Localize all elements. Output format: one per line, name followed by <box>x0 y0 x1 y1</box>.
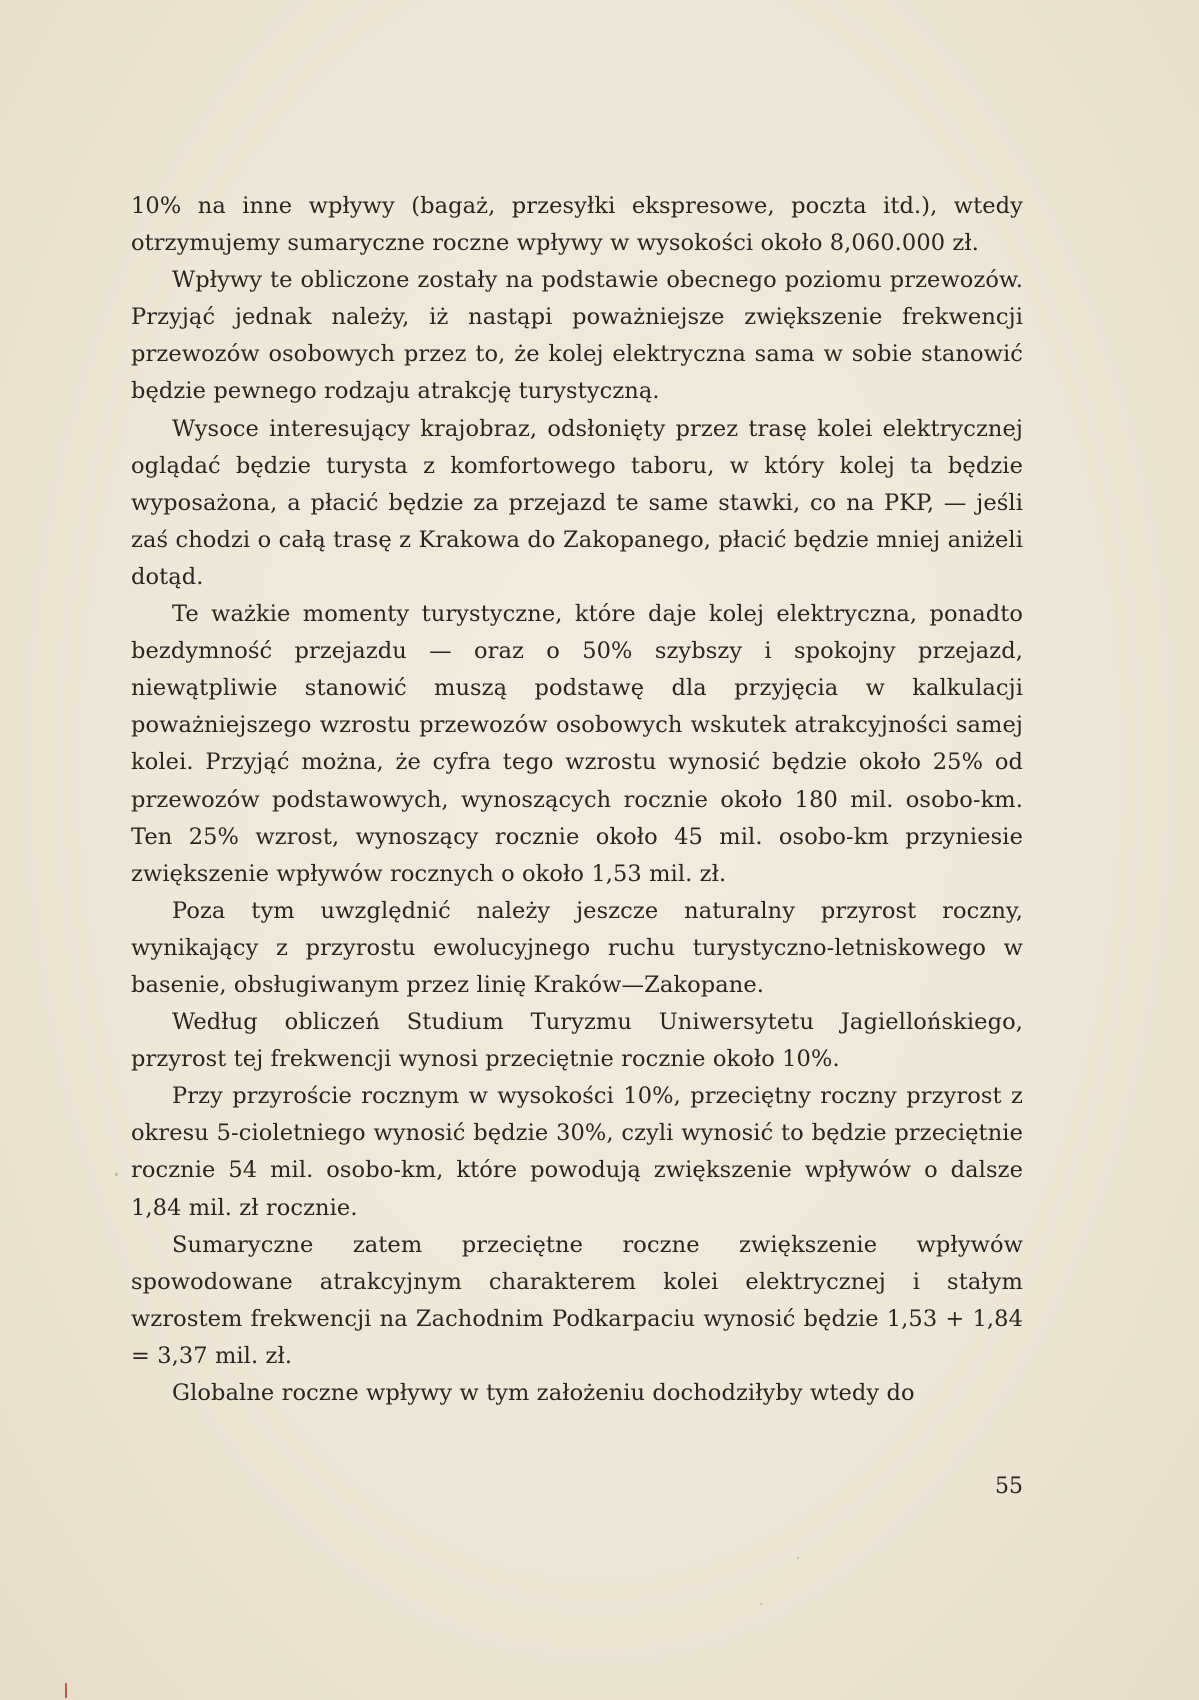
edge-mark <box>65 1683 67 1698</box>
paper-speck <box>115 1173 118 1176</box>
paragraph-1: 10% na inne wpływy (bagaż, przesyłki ekspresowe, poczta itd.), wtedy otrzymujemy sumaryczne roczne wpływy w wysokości około 8,060.000 zł. <box>131 193 1023 257</box>
paragraph-2: Wpływy te obliczone zostały na podstawie obecnego poziomu przewozów. Przyjąć jednak należy, iż nastąpi poważniejsze zwiększenie frekwencji przewozów osobowych przez to, że kolej elektryczna sama w sobie stanowić będzie pewnego rodzaju atrakcję turystyczną. <box>131 267 1023 405</box>
page-number: 55 <box>995 1474 1023 1499</box>
paragraph-8: Sumaryczne zatem przeciętne roczne zwiększenie wpływów spowodowane atrakcyjnym charakterem kolei elektrycznej i stałym wzrostem frekwencji na Zachodnim Podkarpaciu wynosić będzie 1,53 + 1,84 = 3,37 mil. zł. <box>131 1231 1023 1369</box>
paragraph-3: Wysoce interesujący krajobraz, odsłonięty przez trasę kolei elektrycznej oglądać będzie turysta z komfortowego taboru, w który kolej ta będzie wyposażona, a płacić będzie za przejazd te same stawki, co na PKP, — jeśli zaś chodzi o całą trasę z Krakowa do Zakopanego, płacić będzie mniej aniżeli dotąd. <box>131 415 1023 590</box>
paragraph-6: Według obliczeń Studium Turyzmu Uniwersytetu Jagiellońskiego, przyrost tej frekwencji wynosi przeciętnie rocznie około 10%. <box>131 1009 1023 1073</box>
paragraph-5: Poza tym uwzględnić należy jeszcze naturalny przyrost roczny, wynikający z przyrostu ewolucyjnego ruchu turystyczno-letniskowego w basenie, obsługiwanym przez linię Kraków—Zakopane. <box>131 897 1023 998</box>
paragraph-4: Te ważkie momenty turystyczne, które daje kolej elektryczna, ponadto bezdymność przejazdu — oraz o 50% szybszy i spokojny przejazd, niewątpliwie stanowić muszą podstawę dla przyjęcia w kalkulacji poważniejszego wzrostu przewozów osobowych wskutek atrakcyjności samej kolei. Przyjąć można, że cyfra tego wzrostu wynosić będzie około 25% od przewozów podstawowych, wynoszących rocznie około 180 mil. osobo-km. Ten 25% wzrost, wynoszący rocznie około 45 mil. osobo-km przyniesie zwiększenie wpływów rocznych o około 1,53 mil. zł. <box>131 601 1023 887</box>
paragraph-9: Globalne roczne wpływy w tym założeniu dochodziłyby wtedy do <box>172 1380 915 1406</box>
paper-speck <box>797 1557 799 1559</box>
body-text <box>131 188 1023 1412</box>
paragraph-7: Przy przyroście rocznym w wysokości 10%, przeciętny roczny przyrost z okresu 5-cioletniego wynosić będzie 30%, czyli wynosić to będzie przeciętnie rocznie 54 mil. osobo-km, które powodują zwiększenie wpływów o dalsze 1,84 mil. zł rocznie. <box>131 1083 1023 1221</box>
paper-speck <box>760 1603 762 1605</box>
